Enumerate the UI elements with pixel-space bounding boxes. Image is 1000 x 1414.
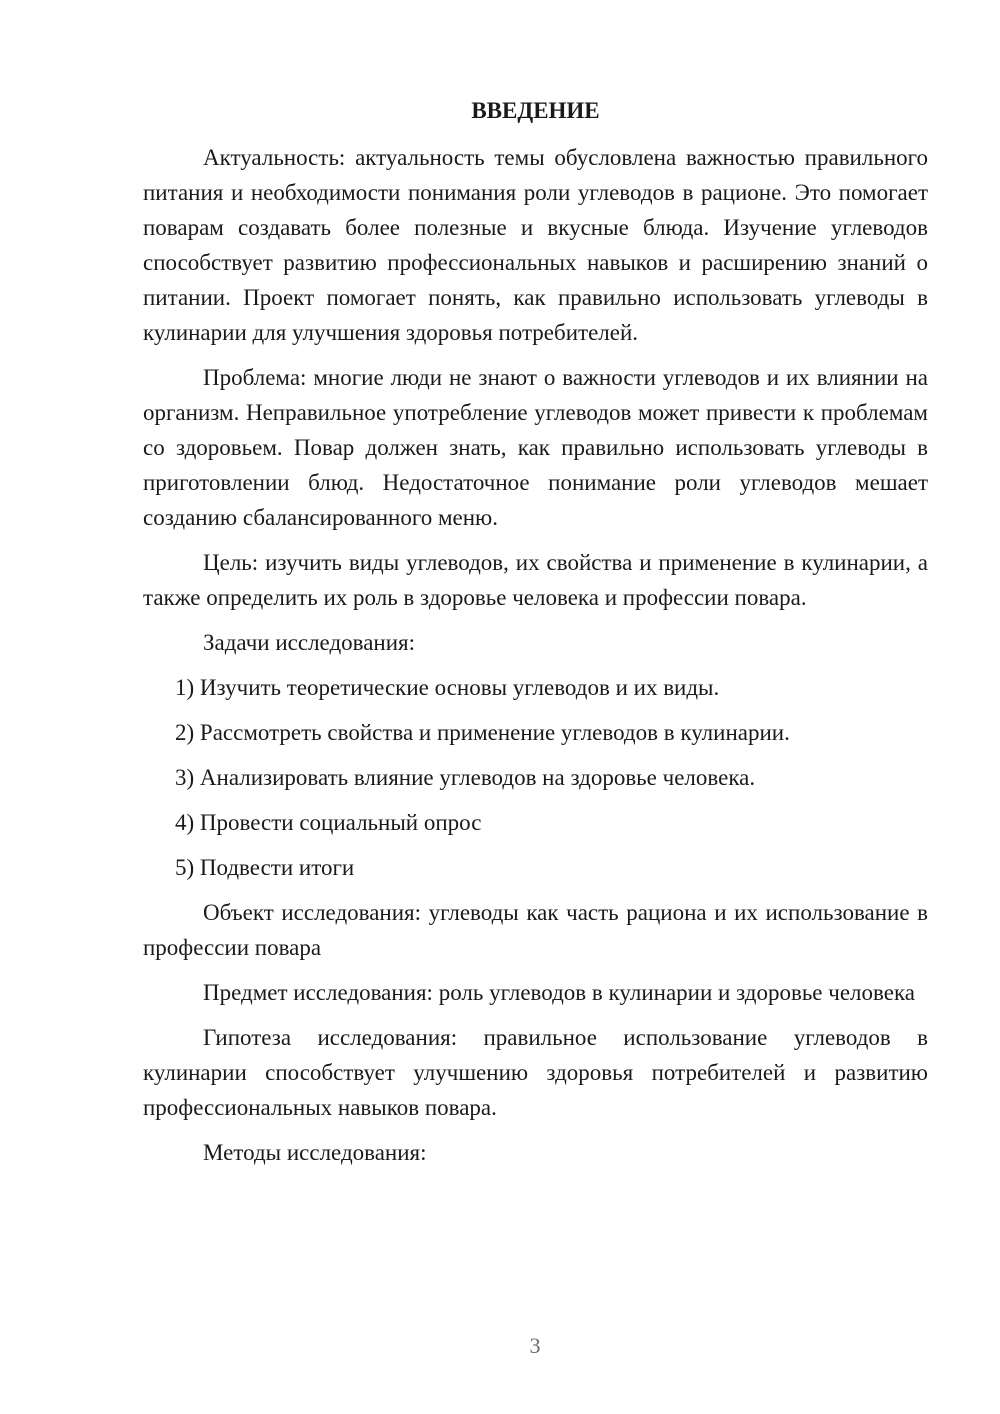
- task-item-5: 5) Подвести итоги: [175, 855, 355, 880]
- page-content: [143, 93, 928, 1180]
- object-paragraph: Объект исследования: углеводы как часть рациона и их использование в профессии повара: [143, 900, 928, 960]
- tasks-list: [143, 670, 928, 885]
- tasks-heading: Задачи исследования:: [203, 630, 416, 655]
- page-number: 3: [529, 1333, 541, 1358]
- problem-paragraph: Проблема: многие люди не знают о важности углеводов и их влиянии на организм. Неправильное употребление углеводов может привести к проблемам со здоровьем. Повар должен знать, как правильно использовать углеводы в приготовлении блюд. Недостаточное понимание роли углеводов мешает созданию сбалансированного меню.: [143, 365, 928, 530]
- task-item-2: 2) Рассмотреть свойства и применение углеводов в кулинарии.: [175, 720, 790, 745]
- task-item-3: 3) Анализировать влияние углеводов на здоровье человека.: [175, 765, 756, 790]
- subject-paragraph: Предмет исследования: роль углеводов в кулинарии и здоровье человека: [203, 980, 915, 1005]
- task-item-4: 4) Провести социальный опрос: [175, 810, 482, 835]
- relevance-paragraph: Актуальность: актуальность темы обусловлена важностью правильного питания и необходимости понимания роли углеводов в рационе. Это помогает поварам создавать более полезные и вкусные блюда. Изучение углеводов способствует развитию профессиональных навыков и расширению знаний о питании. Проект помогает понять, как правильно использовать углеводы в кулинарии для улучшения здоровья потребителей.: [143, 145, 928, 345]
- goal-paragraph: Цель: изучить виды углеводов, их свойства и применение в кулинарии, а также определить их роль в здоровье человека и профессии повара.: [143, 550, 928, 610]
- section-title: ВВЕДЕНИЕ: [471, 98, 600, 123]
- task-item-1: 1) Изучить теоретические основы углеводов и их виды.: [175, 675, 720, 700]
- methods-heading: Методы исследования:: [203, 1140, 427, 1165]
- hypothesis-paragraph: Гипотеза исследования: правильное использование углеводов в кулинарии способствует улучшению здоровья потребителей и развитию профессиональных навыков повара.: [143, 1025, 928, 1120]
